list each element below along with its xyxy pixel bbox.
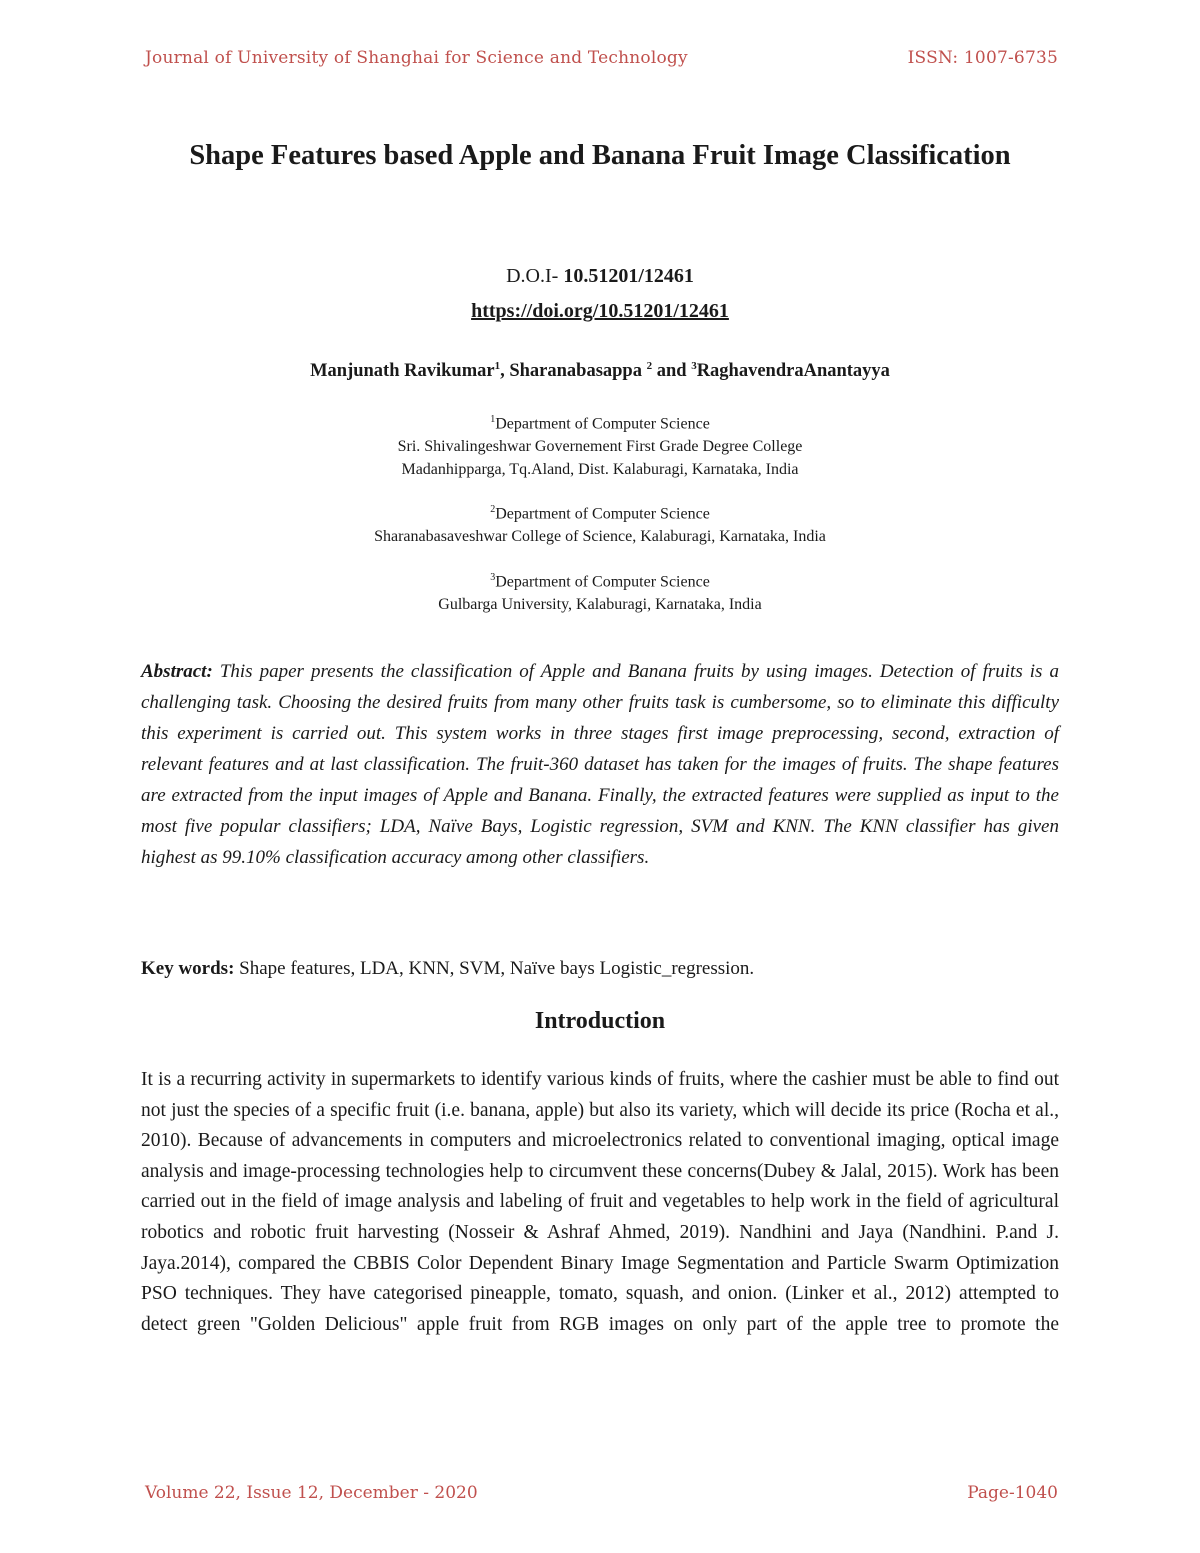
affiliation-2: [0, 498, 1200, 548]
volume-issue: Volume 22, Issue 12, December - 2020: [145, 1483, 478, 1503]
affiliation-3-dept: Department of Computer Science: [495, 573, 710, 591]
introduction-paragraph: It is a recurring activity in supermarkets to identify various kinds of fruits, where the cashier must be able to find out not just the species of a specific fruit (i.e. banana, apple) but also its variety, which will decide its price (Rocha et al., 2010). Because of advancements in computers and microelectronics related to conventional imaging, optical image analysis and image-processing technologies help to circumvent these concerns(Dubey & Jalal, 2015). Work has been carried out in the field of image analysis and labeling of fruit and vegetables to help work in the field of agricultural robotics and robotic fruit harvesting (Nosseir & Ashraf Ahmed, 2019). Nandhini and Jaya (Nandhini. P.and J. Jaya.2014), compared the CBBIS Color Dependent Binary Image Segmentation and Particle Swarm Optimization PSO techniques. They have categorised pineapple, tomato, squash, and onion. (Linker et al., 2012) attempted to detect green "Golden Delicious" apple fruit from RGB images on only part of the apple tree to promote the: [141, 1069, 1059, 1335]
affiliation-1-institution: Sri. Shivalingeshwar Governement First Grade Degree College: [397, 438, 803, 456]
abstract-text: This paper presents the classification of Apple and Banana fruits by using images. Detection of fruits is a challenging task. Choosing the desired fruits from many other fruits task is cumbersome, so to eliminate this difficulty this experiment is carried out. This system works in three stages first image preprocessing, second, extraction of relevant features and at last classification. The fruit-360 dataset has taken for the images of fruits. The shape features are extracted from the input images of Apple and Banana. Finally, the extracted features were supplied as input to the most five popular classifiers; LDA, Naïve Bays, Logistic regression, SVM and KNN. The KNN classifier has given highest as 99.10% classification accuracy among other classifiers.: [141, 661, 1059, 868]
paper-title: Shape Features based Apple and Banana Fruit Image Classification: [189, 140, 1011, 171]
journal-name: Journal of University of Shanghai for Science and Technology: [145, 48, 688, 68]
author-1-sup: 1: [494, 360, 501, 372]
running-footer: [145, 1483, 1058, 1503]
keywords-label: Key words:: [141, 958, 235, 979]
author-3-sup: 3: [691, 360, 697, 372]
affiliation-3-institution: Gulbarga University, Kalaburagi, Karnataka, India: [438, 596, 762, 614]
author-3: RaghavendraAnantayya: [696, 361, 890, 382]
running-header: [145, 48, 1058, 68]
doi-line: [0, 265, 1200, 288]
affiliation-1: [0, 408, 1200, 481]
author-2-sup: 2: [646, 360, 653, 372]
section-heading-introduction: Introduction: [534, 1008, 666, 1034]
abstract: [141, 656, 1059, 873]
affiliation-1-sup: 1: [490, 414, 496, 425]
affiliation-2-institution: Sharanabasaveshwar College of Science, Kalaburagi, Karnataka, India: [374, 528, 826, 546]
keywords: [141, 958, 1059, 980]
doi-prefix: D.O.I-: [506, 265, 564, 287]
author-list: [0, 360, 1200, 382]
doi-url-line: [0, 300, 1200, 323]
issn: ISSN: 1007-6735: [907, 48, 1058, 68]
affiliation-3: [0, 566, 1200, 616]
author-1: Manjunath Ravikumar: [310, 361, 495, 382]
affiliation-1-address: Madanhipparga, Tq.Aland, Dist. Kalaburagi, Karnataka, India: [401, 461, 799, 479]
author-2: , Sharanabasappa: [500, 361, 647, 382]
keywords-text: Shape features, LDA, KNN, SVM, Naïve bays Logistic_regression.: [234, 958, 755, 979]
abstract-label: Abstract:: [141, 661, 213, 682]
affiliation-1-dept: Department of Computer Science: [495, 415, 710, 433]
doi-link[interactable]: https://doi.org/10.51201/12461: [471, 300, 729, 322]
affiliation-2-dept: Department of Computer Science: [495, 505, 710, 523]
page-number: Page-1040: [967, 1483, 1058, 1503]
affiliation-3-sup: 3: [490, 572, 496, 583]
author-3-conj: and: [652, 361, 692, 382]
affiliation-2-sup: 2: [490, 504, 496, 515]
doi-value: 10.51201/12461: [563, 265, 694, 287]
